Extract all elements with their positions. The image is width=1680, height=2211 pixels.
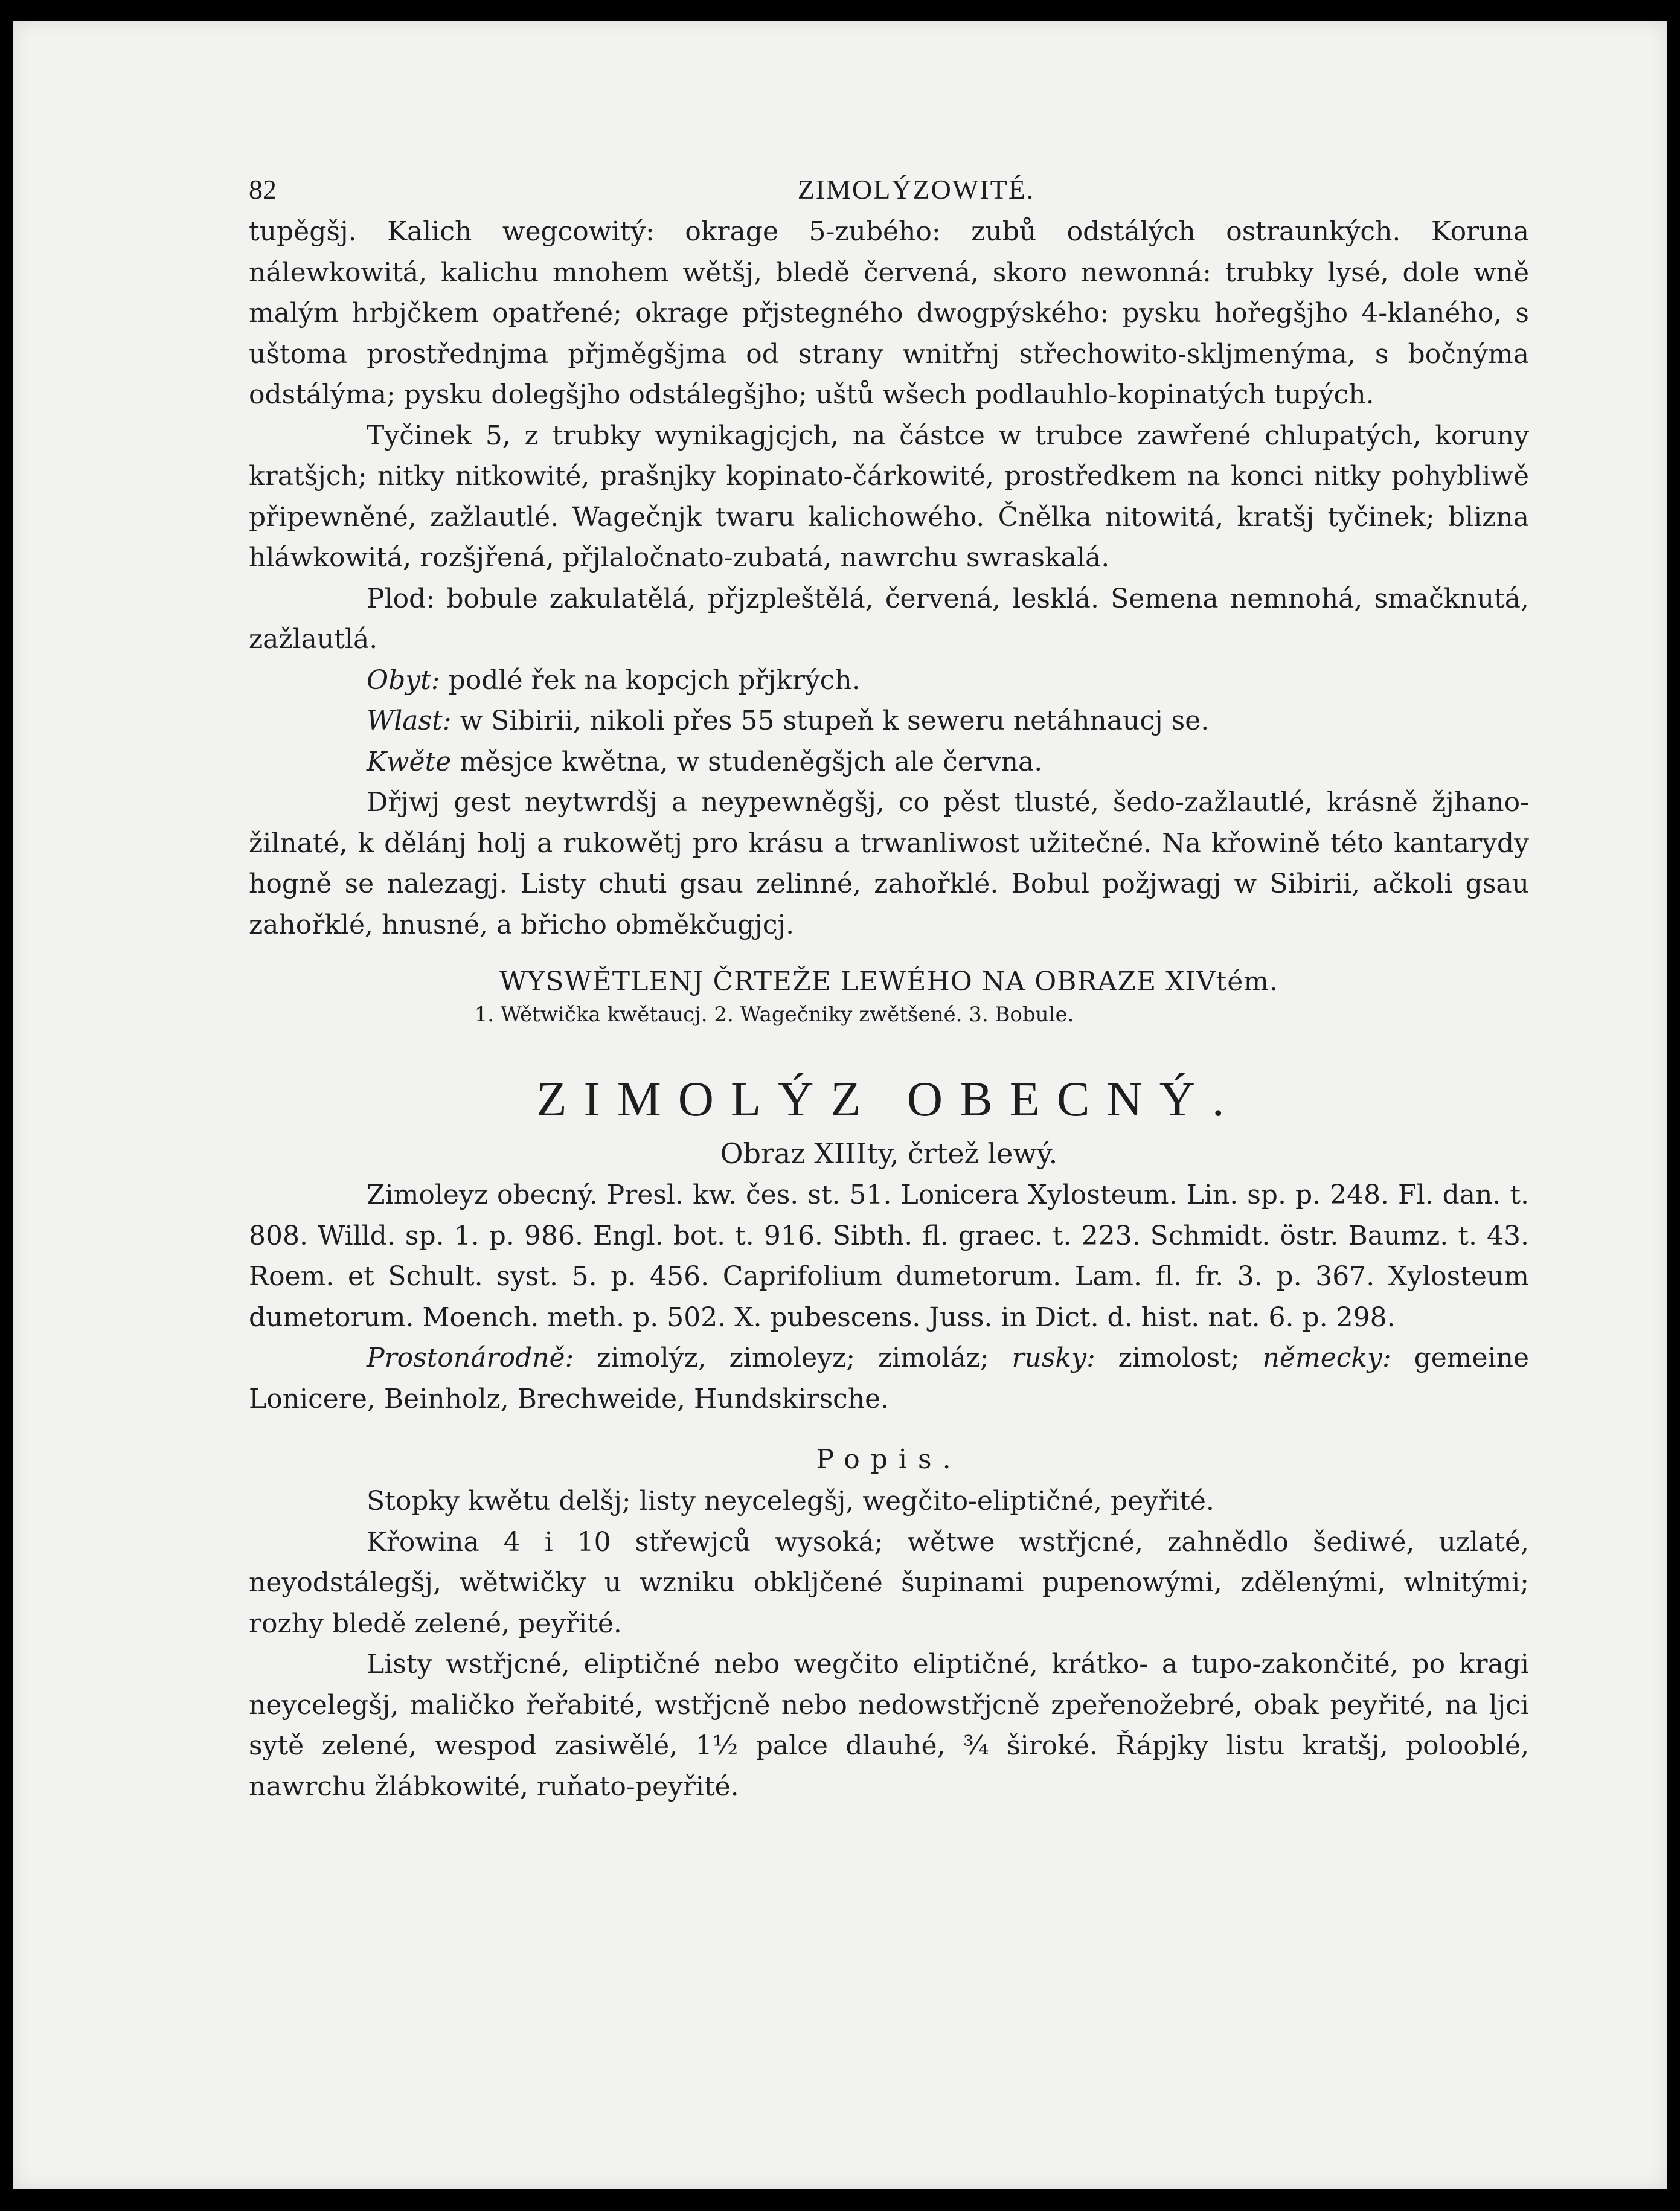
stamens-paragraph: Tyčinek 5, z trubky wynikagjcjch, na částce w trubce zawřené chlupatých, koruny kratšjch; nitky nitkowité, prašnjky kopinato-čárkowité, prostředkem na konci nitky pohybliwě připewněné, zažlautlé. Wagečnjk twaru kalichowého. Čnělka nitowitá, kratšj tyčinek; blizna hláwkowitá, rozšjřená, přjlaločnato-zubatá, nawrchu swraskalá.: [249, 420, 1529, 573]
flowering-line: [249, 742, 1529, 783]
synonyms-paragraph: Zimoleyz obecný. Presl. kw. čes. st. 51. Lonicera Xylosteum. Lin. sp. p. 248. Fl. dan. t. 808. Willd. sp. 1. p. 986. Engl. bot. t. 916. Sibth. fl. graec. t. 223. Schmidt. östr. Baumz. t. 43. Roem. et Schult. syst. 5. p. 456. Caprifolium dumetorum. Lam. fl. fr. 3. p. 367. Xylosteum dumetorum. Moench. meth. p. 502. X. pubescens. Juss. in Dict. d. hist. nat. 6. p. 298.: [249, 1179, 1529, 1333]
habitat-line: [249, 660, 1529, 701]
habitat-label: Obyt:: [367, 664, 440, 696]
page-number: 82: [249, 174, 277, 205]
running-title: ZIMOLÝZOWITÉ.: [797, 174, 1035, 205]
popis-paragraph-1: Stopky kwětu delšj; listy neycelegšj, wegčito-eliptičné, peyřité.: [367, 1486, 1214, 1516]
flowering-text: měsjce kwětna, w studeněgšjch ale června.: [460, 746, 1043, 777]
vernacular-label-german: německy:: [1262, 1343, 1391, 1373]
vernacular-folk-names: zimolýz, zimoleyz; zimoláz;: [597, 1343, 989, 1373]
page-header: [249, 169, 1529, 211]
use-paragraph: Dřjwj gest neytwrdšj a neypewněgšj, co pěst tlusté, šedo-zažlautlé, krásně žjhano-žilnaté, k dělánj holj a rukowětj pro krásu a trwanliwost užitečné. Na křowině této kantarydy hogně se nalezagj. Listy chuti gsau zelinné, zahořklé. Bobul požjwagj w Sibirii, ačkoli gsau zahořklé, hnusné, a břicho obměkčugjcj.: [249, 787, 1529, 940]
flowering-label: Kwěte: [367, 746, 452, 777]
vernacular-russian-name: zimolost;: [1118, 1343, 1240, 1373]
habitat-text: podlé řek na kopcjch přjkrých.: [448, 664, 861, 696]
fruit-paragraph: Plod: bobule zakulatělá, přjzpleštělá, červená, lesklá. Semena nemnohá, smačknutá, zažlautlá.: [249, 583, 1529, 655]
vernacular-names: [249, 1338, 1529, 1419]
homeland-line: [249, 701, 1529, 742]
description-heading: Popis.: [816, 1444, 962, 1475]
homeland-text: w Sibirii, nikoli přes 55 stupeň k seweru netáhnaucj se.: [460, 705, 1210, 736]
popis-paragraph-2: Křowina 4 i 10 střewjců wysoká; wětwe wstřjcné, zahnědlo šediwé, uzlaté, neyodstálegšj, wětwičky u wzniku obkljčené šupinami pupenowými, zdělenými, wlnitými; rozhy bledě zelené, peyřité.: [249, 1526, 1529, 1639]
vernacular-german-names: gemeine Lonicere, Beinholz, Brechweide, Hundskirsche.: [249, 1343, 1529, 1414]
book-page: [13, 21, 1667, 2189]
vernacular-label-russian: rusky:: [1012, 1343, 1095, 1373]
species-title: ZIMOLÝZ OBECNÝ.: [536, 1071, 1242, 1126]
popis-paragraph-3: Listy wstřjcné, eliptičné nebo wegčito eliptičné, krátko- a tupo-zakončité, po kragi neycelegšj, maličko řeřabité, wstřjcně nebo nedowstřjcně zpeřenožebré, obak peyřité, na ljci sytě zelené, wespod zasiwělé, 1½ palce dlauhé, ¾ široké. Řápjky listu kratšj, polooblé, nawrchu žlábkowité, ruňato-peyřité.: [249, 1649, 1529, 1802]
description-continuation: tupěgšj. Kalich wegcowitý: okrage 5-zubého: zubů odstálých ostraunkých. Koruna nálewkowitá, kalichu mnohem wětšj, bledě červená, skoro newonná: trubky lysé, dole wně malým hrbjčkem opatřené; okrage přjstegného dwogpýského: pysku hořegšjho 4-klaného, s uštoma prostřednjma přjměgšjma od strany wnitřnj střechowito-skljmenýma, s bočnýma odstálýma; pysku dolegšjho odstálegšjho; uštů wšech podlauhlo-kopinatých tupých.: [249, 216, 1529, 410]
figure-legend: 1. Wětwička kwětaucj. 2. Wagečniky zwětšené. 3. Bobule.: [474, 1003, 1074, 1027]
page-content: [249, 169, 1529, 1807]
figure-reference: Obraz XIIIty, črtež lewý.: [720, 1137, 1058, 1170]
homeland-label: Wlast:: [367, 705, 452, 736]
explanation-heading: WYSWĚTLENJ ČRTEŽE LEWÉHO NA OBRAZE XIVtém.: [499, 966, 1278, 997]
vernacular-label-folk: Prostonárodně:: [367, 1343, 574, 1373]
